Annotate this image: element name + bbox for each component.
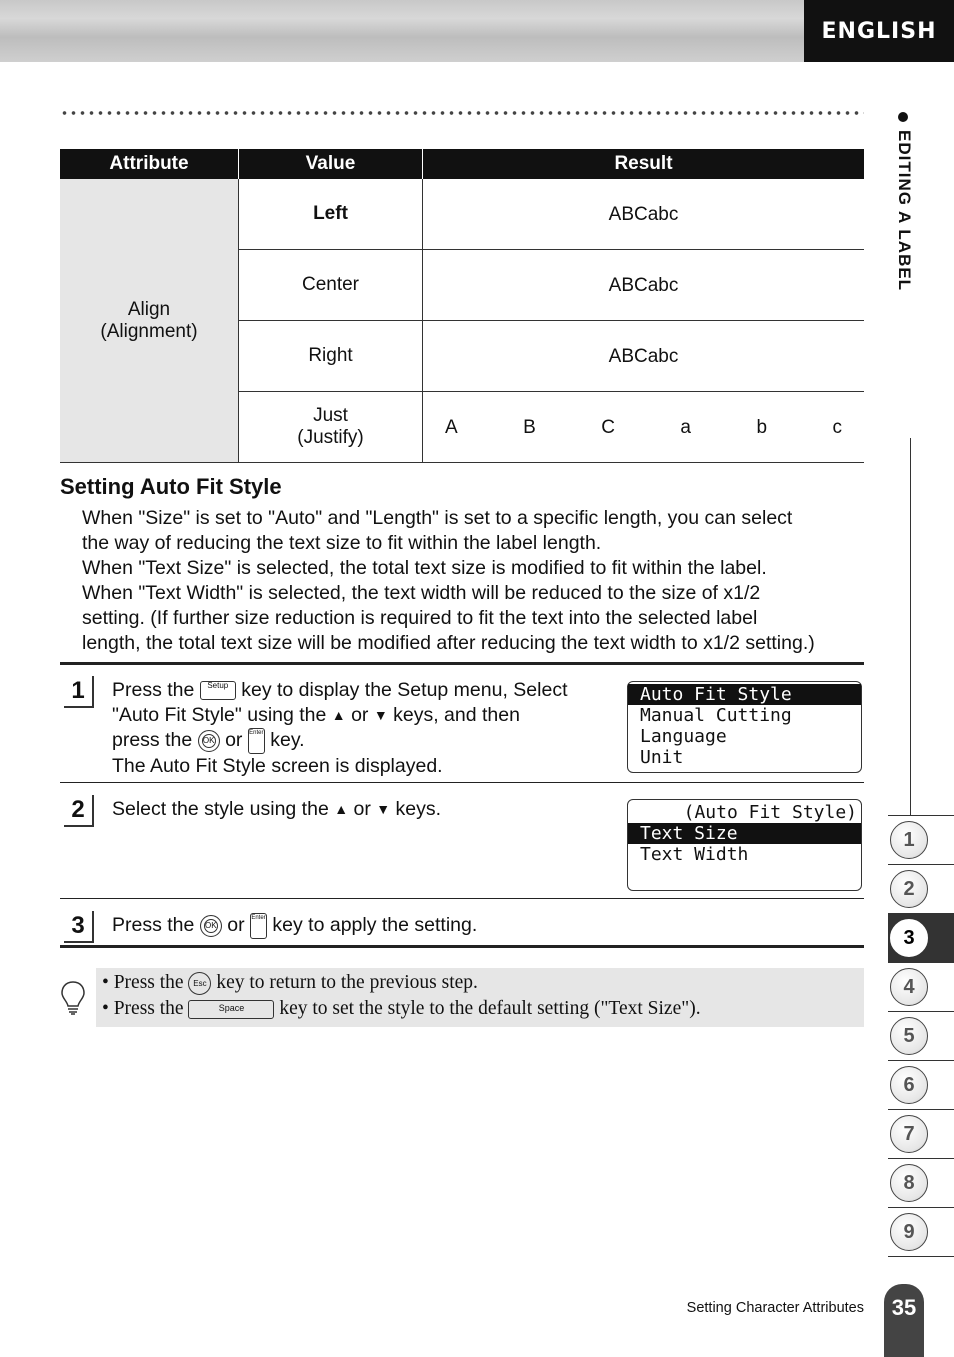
result-justify: A B C a b c: [423, 392, 865, 463]
tip-item: • Press the Esc key to return to the previous step.: [102, 972, 478, 995]
chapter-tab-7[interactable]: 7: [888, 1109, 954, 1158]
dotted-divider: [60, 109, 864, 117]
lightbulb-icon: [60, 980, 86, 1016]
lcd-setup-menu: Auto Fit Style Manual Cutting Language Unit: [627, 681, 862, 773]
result-left: ABCabc: [423, 179, 865, 250]
chapter-tab-4[interactable]: 4: [888, 962, 954, 1011]
step-divider: [60, 782, 864, 783]
down-arrow-key-icon: ▼: [376, 801, 391, 818]
attribute-cell: Align (Alignment): [60, 179, 239, 463]
enter-key-icon: Enter: [250, 913, 267, 939]
section-heading: Setting Auto Fit Style: [60, 474, 282, 499]
side-section-title: EDITING A LABEL: [884, 112, 924, 332]
result-center: ABCabc: [423, 250, 865, 321]
space-key-icon: Space: [188, 1000, 274, 1019]
chapter-index: [888, 815, 954, 1257]
tip-item: • Press the Space key to set the style to the default setting ("Text Size").: [102, 998, 701, 1019]
step-3: [60, 903, 864, 945]
chapter-tab-1[interactable]: 1: [888, 815, 954, 864]
align-attribute-table: [60, 149, 864, 463]
step-number: 2: [64, 795, 94, 827]
header-bar: [0, 0, 804, 62]
step-2-text: Select the style using the ▲ or ▼ keys.: [112, 797, 441, 822]
chapter-tab-5[interactable]: 5: [888, 1011, 954, 1060]
side-divider: [910, 438, 911, 816]
chapter-tab-2[interactable]: 2: [888, 864, 954, 913]
chapter-tab-6[interactable]: 6: [888, 1060, 954, 1109]
chapter-tab-9[interactable]: 9: [888, 1207, 954, 1257]
chapter-tab-8[interactable]: 8: [888, 1158, 954, 1207]
up-arrow-key-icon: ▲: [334, 801, 349, 818]
down-arrow-key-icon: ▼: [373, 707, 388, 724]
ok-key-icon: OK: [200, 915, 222, 937]
step-2: [60, 787, 864, 897]
lcd-auto-fit-style: (Auto Fit Style) Text Size Text Width: [627, 799, 862, 891]
page-number: 35: [884, 1284, 924, 1357]
esc-key-icon: Esc: [188, 972, 211, 995]
step-1: [60, 668, 864, 780]
chapter-tab-3[interactable]: 3: [888, 913, 954, 962]
header-attribute: Attribute: [60, 149, 239, 179]
footer-section-name: Setting Character Attributes: [686, 1300, 864, 1316]
value-justify: Just (Justify): [239, 392, 423, 463]
header-value: Value: [239, 149, 423, 179]
step-number: 3: [64, 911, 94, 943]
result-right: ABCabc: [423, 321, 865, 392]
step-divider: [60, 898, 864, 899]
step-number: 1: [64, 676, 94, 708]
setup-key-icon: Setup: [200, 681, 236, 700]
steps-bottom-rule: [60, 945, 864, 948]
step-1-text: Press the Setup key to display the Setup menu, Select "Auto Fit Style" using the ▲ or ▼ keys, and then press the OK or Enter key. The Auto Fit Style screen is displayed.: [112, 679, 568, 778]
tip-box: [96, 968, 864, 1027]
enter-key-icon: Enter: [248, 728, 265, 754]
bullet-icon: [898, 112, 908, 122]
value-left: Left: [239, 179, 423, 250]
value-center: Center: [239, 250, 423, 321]
steps-top-rule: [60, 662, 864, 665]
section-intro: When "Size" is set to "Auto" and "Length" is set to a specific length, you can select the way of reducing the text size to fit within the label length. When "Text Size" is selected, the total text size is modified to fit within the label. When "Text Width" is selected, the text width will be reduced to the size of x1/2 setting. (If further size reduction is required to fit the text into the selected label length, the total text size will be modified after reducing the text width to x1/2 setting.): [82, 507, 815, 654]
value-right: Right: [239, 321, 423, 392]
language-tab: ENGLISH: [804, 0, 954, 62]
step-3-text: Press the OK or Enter key to apply the setting.: [112, 913, 477, 939]
up-arrow-key-icon: ▲: [331, 707, 346, 724]
ok-key-icon: OK: [198, 730, 220, 752]
header-result: Result: [423, 149, 865, 179]
